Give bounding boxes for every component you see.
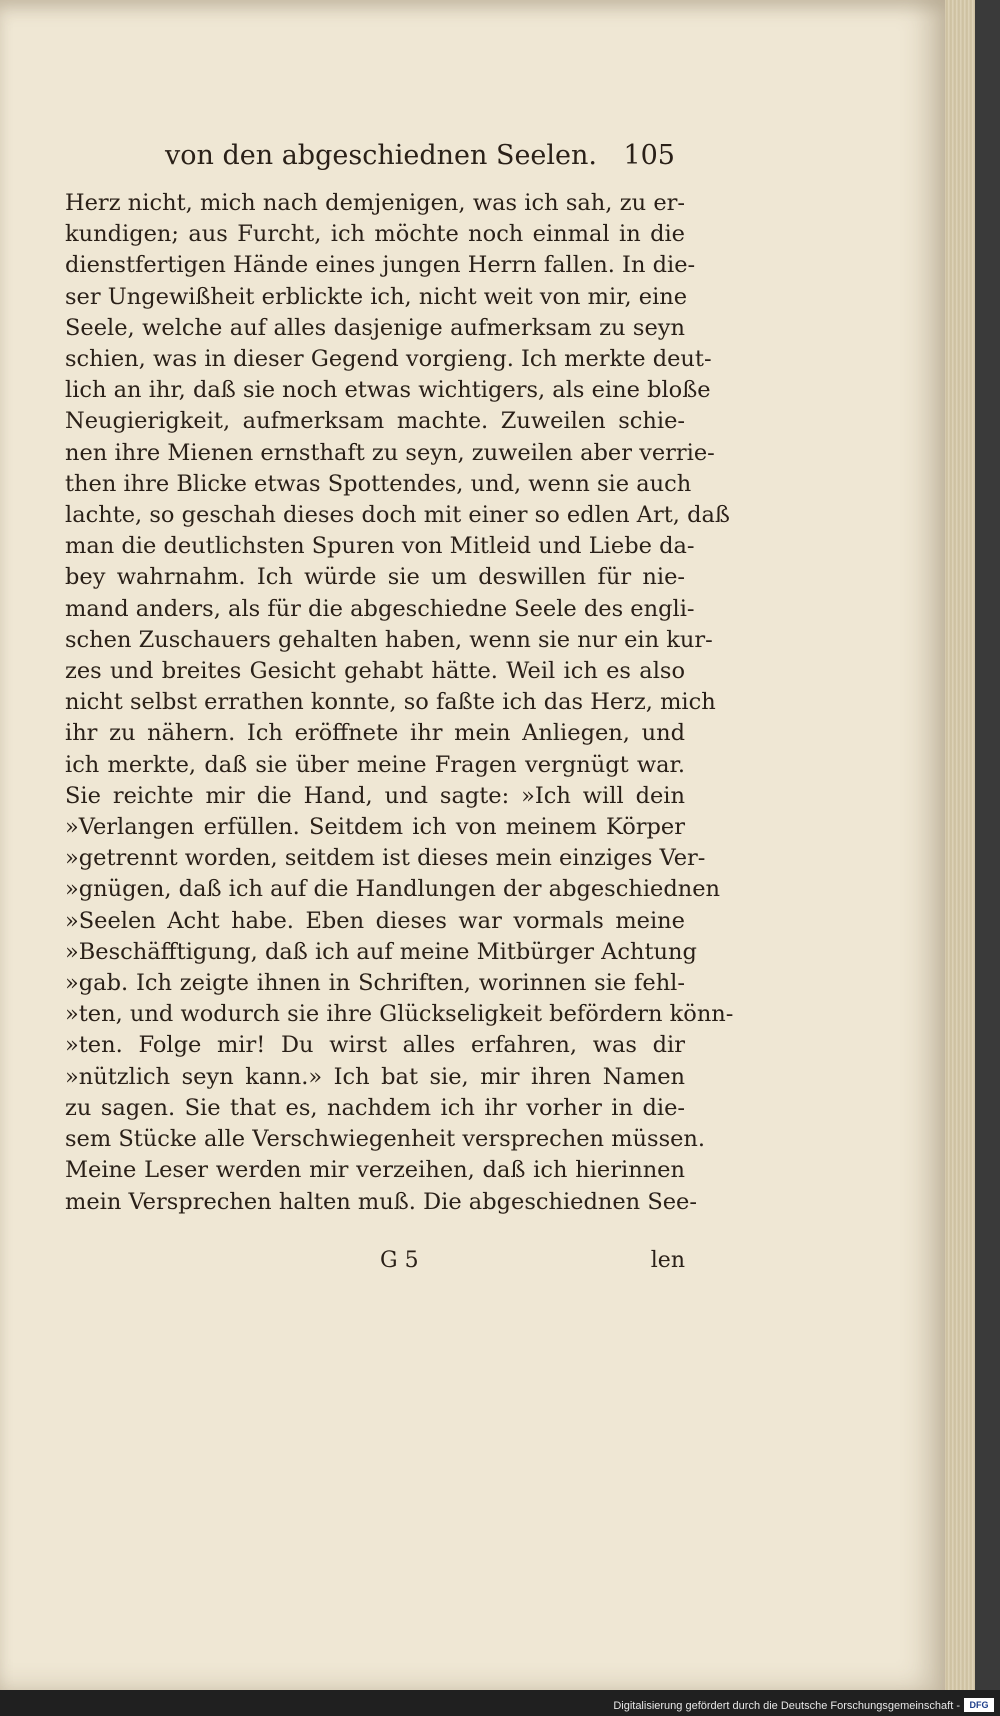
signature-mark: G 5 (380, 1248, 419, 1273)
text-line: schen Zuschauers gehalten haben, wenn sie nur ein kur- (65, 626, 713, 653)
text-line: ser Ungewißheit erblickte ich, nicht weit von mir, eine (65, 283, 688, 310)
book-spine (975, 0, 1000, 1716)
dfg-logo-icon: DFG (964, 1698, 994, 1712)
text-line: man die deutlichsten Spuren von Mitleid und Liebe da- (65, 533, 695, 560)
text-line: sem Stücke alle Verschwiegenheit versprechen müssen. (65, 1126, 706, 1153)
text-line: Sie reichte mir die Hand, und sagte: »Ich will dein (65, 782, 685, 809)
page-footer (380, 1248, 685, 1273)
text-line: nicht selbst errathen konnte, so faßte ich das Herz, mich (65, 689, 716, 716)
text-line: lich an ihr, daß sie noch etwas wichtigers, als eine bloße (65, 377, 711, 404)
text-line: »ten, und wodurch sie ihre Glückseligkeit befördern könn- (65, 1001, 734, 1028)
text-line: ich merkte, daß sie über meine Fragen vergnügt war. (65, 751, 685, 778)
running-head (165, 140, 675, 171)
catchword: len (650, 1248, 685, 1273)
text-line: »gab. Ich zeigte ihnen in Schriften, worinnen sie fehl- (65, 970, 685, 997)
text-line: Neugierigkeit, aufmerksam machte. Zuweilen schie- (65, 408, 685, 435)
body-text (65, 188, 734, 1218)
text-line: zu sagen. Sie that es, nachdem ich ihr vorher in die- (65, 1094, 685, 1121)
text-line: »getrennt worden, seitdem ist dieses mein einziges Ver- (65, 845, 706, 872)
text-line: mand anders, als für die abgeschiedne Seele des engli- (65, 595, 695, 622)
text-line: Herz nicht, mich nach demjenigen, was ich sah, zu er- (65, 190, 685, 216)
text-line: kundigen; aus Furcht, ich möchte noch einmal in die (65, 221, 685, 248)
text-line: ihr zu nähern. Ich eröffnete ihr mein Anliegen, und (65, 720, 685, 747)
text-line: nen ihre Mienen ernsthaft zu seyn, zuweilen aber verrie- (65, 439, 715, 466)
text-line: then ihre Blicke etwas Spottendes, und, wenn sie auch (65, 470, 692, 497)
text-line: dienstfertigen Hände eines jungen Herrn fallen. In die- (65, 252, 696, 279)
text-line: lachte, so geschah dieses doch mit einer so edlen Art, daß (65, 502, 730, 529)
text-line: »Beschäfftigung, daß ich auf meine Mitbürger Achtung (65, 938, 697, 965)
text-line: mein Versprechen halten muß. Die abgeschiednen See- (65, 1188, 697, 1215)
text-line: »gnügen, daß ich auf die Handlungen der abgeschiednen (65, 876, 721, 903)
page-number: 105 (623, 140, 675, 171)
running-head-title: von den abgeschiednen Seelen. (165, 140, 597, 171)
text-line: bey wahrnahm. Ich würde sie um deswillen für nie- (65, 564, 685, 591)
text-line: »Seelen Acht habe. Eben dieses war vormals meine (65, 907, 685, 934)
page-edges (945, 0, 975, 1690)
text-line: schien, was in dieser Gegend vorgieng. Ich merkte deut- (65, 346, 712, 373)
text-line: »Verlangen erfüllen. Seitdem ich von meinem Körper (65, 814, 685, 841)
text-line: »ten. Folge mir! Du wirst alles erfahren, was dir (65, 1032, 685, 1059)
text-line: zes und breites Gesicht gehabt hätte. Weil ich es also (65, 658, 685, 685)
text-line: Seele, welche auf alles dasjenige aufmerksam zu seyn (65, 314, 685, 341)
digitization-credit: Digitalisierung gefördert durch die Deutsche Forschungsgemeinschaft - (613, 1700, 960, 1712)
text-line: »nützlich seyn kann.» Ich bat sie, mir ihren Namen (65, 1063, 685, 1090)
text-line: Meine Leser werden mir verzeihen, daß ich hierinnen (65, 1157, 685, 1184)
